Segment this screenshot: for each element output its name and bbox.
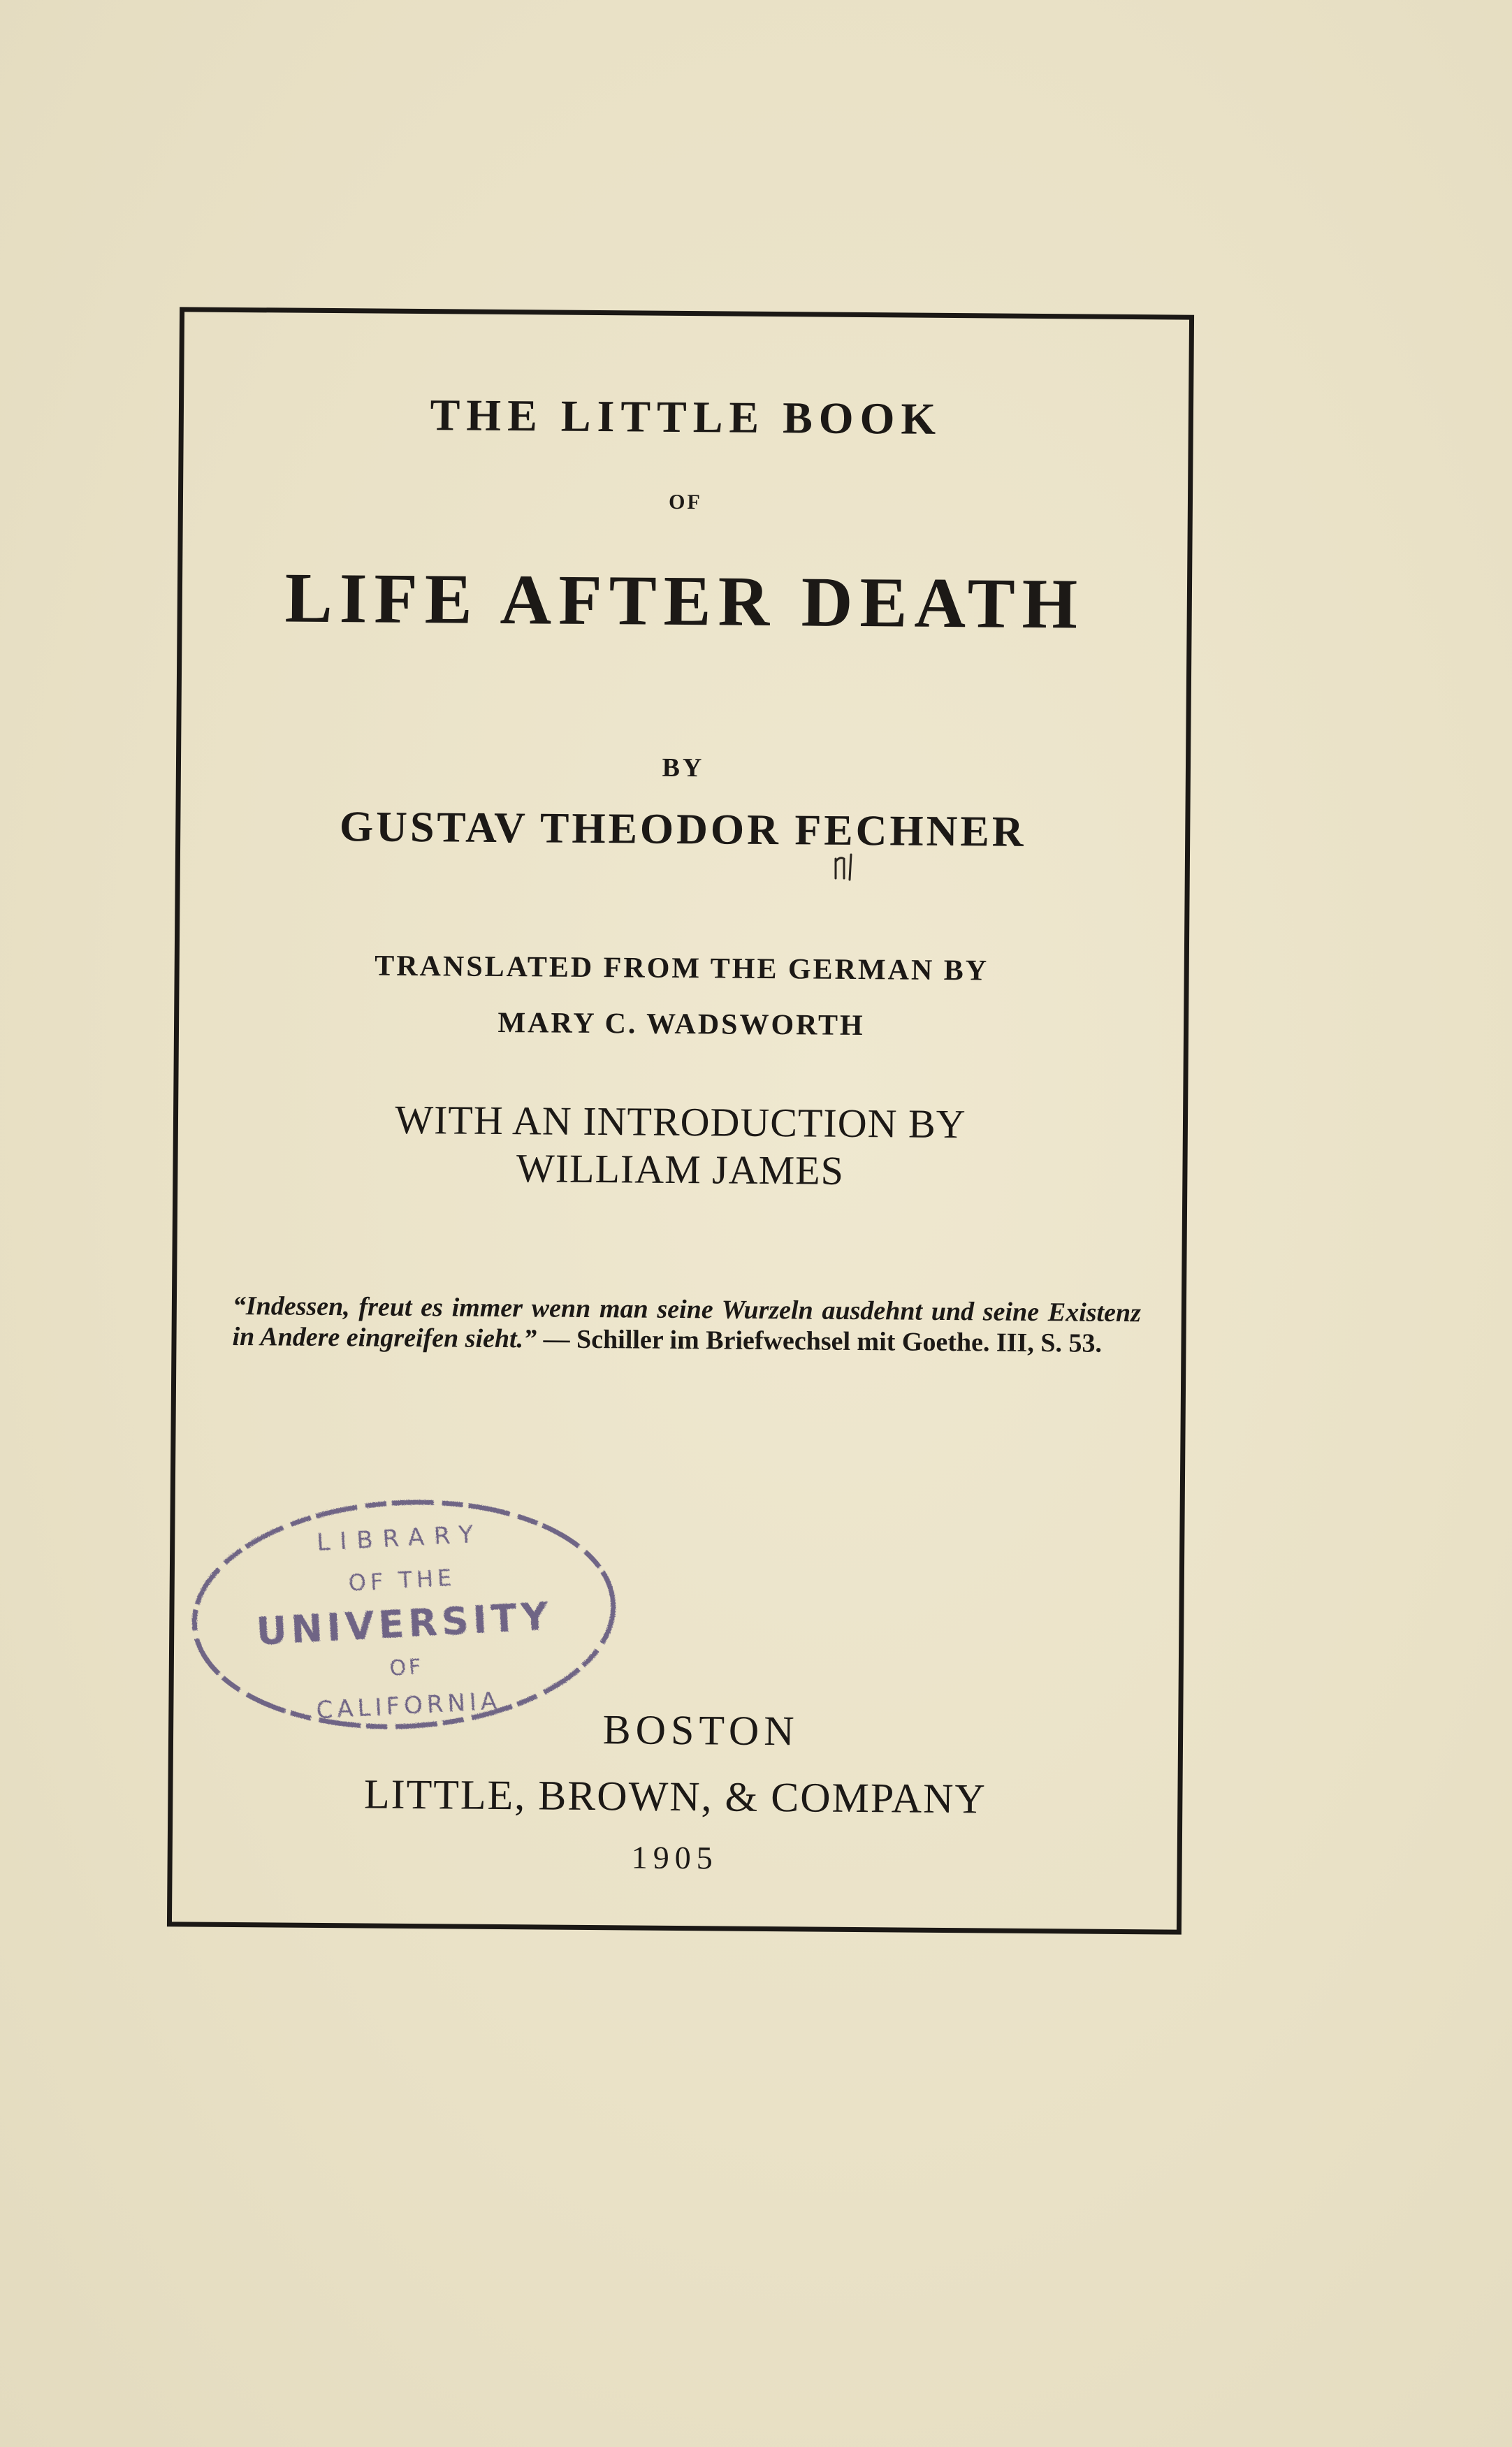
stamp-line-of: OF — [388, 1655, 425, 1681]
book-title: LIFE AFTER DEATH — [284, 558, 1085, 644]
of-word: OF — [668, 490, 702, 514]
stamp-line-university: UNIVERSITY — [255, 1594, 554, 1654]
stamp-line-library: LIBRARY — [316, 1520, 484, 1557]
stamp-line-california: CALIFORNIA — [315, 1687, 502, 1725]
author-name: GUSTAV THEODOR FECHNER — [339, 803, 1026, 856]
translated-line: TRANSLATED FROM THE GERMAN BY — [375, 950, 989, 987]
epigraph — [232, 1291, 1141, 1359]
stamp-line-of-the: OF THE — [347, 1564, 457, 1597]
translator-name: MARY C. WADSWORTH — [497, 1006, 865, 1043]
epigraph-attribution: — Schiller im Briefwechsel mit Goethe. III, S. 53. — [536, 1324, 1103, 1358]
introduction-line: WITH AN INTRODUCTION BY — [395, 1096, 966, 1147]
publisher-name: LITTLE, BROWN, & COMPANY — [363, 1771, 987, 1822]
publication-year: 1905 — [631, 1839, 718, 1876]
publisher-city: BOSTON — [602, 1706, 799, 1755]
epigraph-quote: “Indessen, freut es immer wenn man seine Wurzeln ausdehnt und seine Existenz in Andere eingreifen sieht.” — [232, 1291, 1142, 1354]
library-stamp — [174, 1469, 648, 1759]
pretitle: THE LITTLE BOOK — [430, 390, 943, 444]
introduction-author: WILLIAM JAMES — [516, 1145, 845, 1193]
handwritten-annotation — [831, 849, 859, 884]
by-word: BY — [662, 753, 705, 783]
